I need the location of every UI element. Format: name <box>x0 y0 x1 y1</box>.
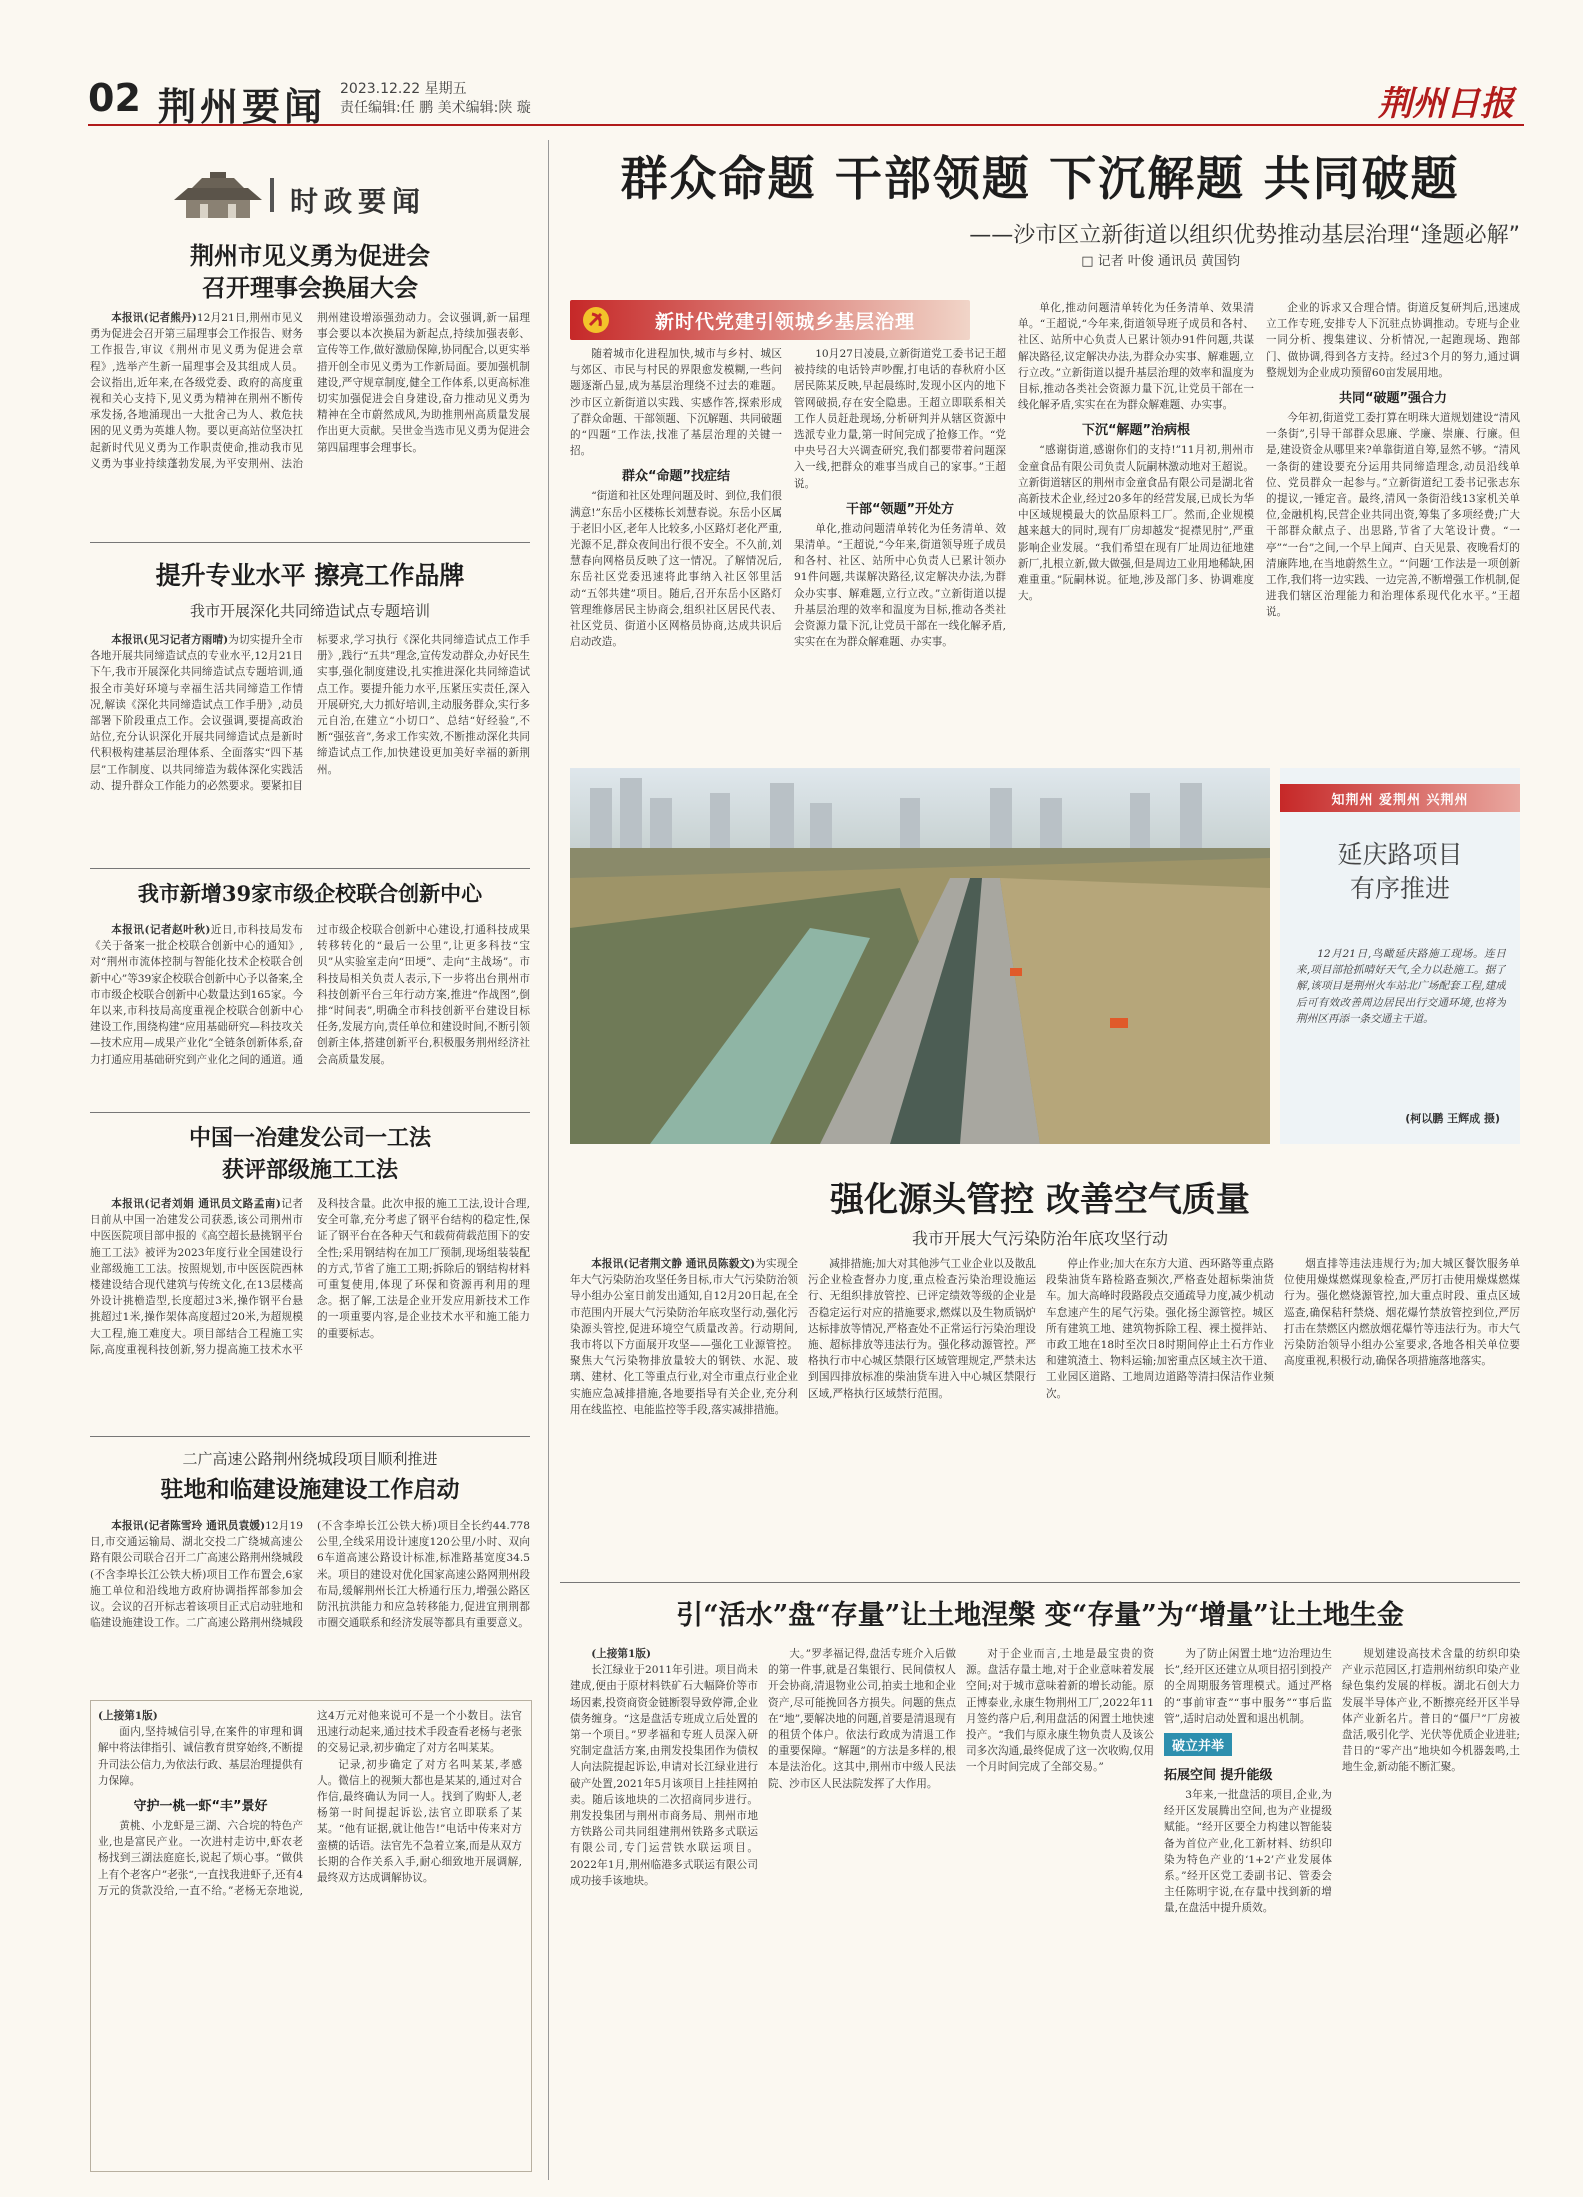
land-col-3 <box>966 1646 1154 2166</box>
photo-credit: (柯以鹏 王辉成 摄) <box>1405 1112 1500 1125</box>
air-col-3 <box>1046 1256 1274 1574</box>
a1-text: 12月21日,荆州市见义勇为促进会召开第三届理事会工作报告、财务工作报告,审议《荆州市见义勇为促进会章程》,选举产生新一届理事会及其组成人员。会议指出,近年来,在各级党委、政府的高度重视和关心支持下,见义勇为精神在荆州不断传承发扬,各地涌现出一大批舍己为人、救危扶困的见义勇为英雄人物。要以更高站位坚决扛起新时代见义勇为工作职责使命,推动我市见义勇为事业持续蓬勃发展,为平安荆州、法治荆州建设增添强劲动力。会议强调,新一届理事会要以本次换届为新起点,持续加强表彰、宣传等工作,做好激励保障,协同配合,以更实举措开创全市见义勇为工作新局面。要加强机制建设,严守规章制度,健全工作体系,以更高标准切实加强促进会自身建设,奋力推动见义勇为精神在全市蔚然成风,为助推荆州高质量发展作出更大贡献。吴世金当选市见义勇为促进会第四届理事会理事长。 <box>90 312 530 470</box>
party-emblem-icon <box>582 306 610 334</box>
a1-title <box>90 240 530 304</box>
air-title: 强化源头管控 改善空气质量 <box>830 1180 1250 1220</box>
aerial-photo-image <box>570 768 1270 1144</box>
a1-title-line1: 荆州市见义勇为促进会 <box>190 241 430 270</box>
a4-lead: 本报讯(记者刘娟 通讯员文路孟南) <box>111 1198 281 1210</box>
land-text-3: 为了防止闲置土地“边治理边生长”,经开区还建立从项目招引到投产的全周期服务管理模式。通过严格的“事前审查”“事中服务”“事后监管”,适时启动处置和退出机制。 <box>1164 1648 1332 1725</box>
lead-text-4b: 单化,推动问题清单转化为任务清单、效果清单。“王超说,“今年来,街道领导班子成员和各村、社区、站所中心负责人已累计领办91件问题,共谋解决路径,议定解决办法,为群众办实事、解难题,立行立改。”立新街道以提升基层治理的效率和温度为目标,推动各类社会资源力量下沉,让党员干部在一线化解矛盾,实实在在为群众解难题、办实事。 <box>1018 302 1254 412</box>
lead-text-6: 企业的诉求又合理合情。街道反复研判后,迅速成立工作专班,安排专人下沉驻点协调推动。专班与企业一同分析、搜集建议、分析情况,一起跑现场、跑部门、做协调,得到各方支持。经过3个月的努力,通过调整规划为企业成功预留60亩发展用地。 <box>1266 302 1520 379</box>
continued-subhead: 守护一桃一虾“丰”景好 <box>133 1799 268 1815</box>
lead-title: 群众命题 干部领题 下沉解题 共同破题 <box>620 152 1460 207</box>
land-box-kicker: 破立并举 <box>1164 1733 1232 1756</box>
photo-kicker <box>1280 784 1520 812</box>
a2-lead: 本报讯(见习记者方雨晴) <box>111 634 229 646</box>
air-text-2: 减排措施;加大对其他涉气工业企业以及散乱污企业检查督办力度,重点检查污染治理设施运行、无组织排放管控、已评定绩效等级的企业是否稳定运行对应的措施要求,燃煤以及生物质锅炉达标排放等情况,严格查处不正常运行污染治理设施、超标排放等违法行为。强化移动源管控。严格执行市中心城区禁限行区域管理规定,严禁未达到国四排放标准的柴油货车进入中心城区禁限行区域,严格执行区域禁行范围。 <box>808 1258 1036 1400</box>
continued-lead: (上接第1版) <box>98 1710 158 1722</box>
a2-title: 提升专业水平 擦亮工作品牌 <box>155 561 465 590</box>
air-text-3: 停止作业;加大在东方大道、西环路等重点路段柴油货车路检路查频次,严格查处超标柴油货车。加大高峰时段路段点交通疏导力度,减少机动车怠速产生的尾气污染。强化扬尘源管控。城区所有建筑工地、建筑物拆除工程、裸土搅拌站、市政工地在18时至次日8时期间停止土石方作业和建筑渣土、物料运输;加密重点区域主次干道、工业园区道路、工地周边道路等清扫保洁作业频次。 <box>1046 1258 1274 1400</box>
lead-subhead-4: 共同“破题”强合力 <box>1338 391 1448 407</box>
lead-col-2 <box>794 346 1006 746</box>
divider <box>90 1112 530 1113</box>
photo-title <box>1300 838 1500 906</box>
page-number: 02 <box>88 76 141 120</box>
section-title: 荆州要闻 <box>158 85 327 129</box>
lead-col-1 <box>570 346 782 746</box>
a5-kicker: 二广高速公路荆州绕城段项目顺利推进 <box>182 1450 438 1468</box>
a2-subtitle: 我市开展深化共同缔造试点专题培训 <box>189 602 430 620</box>
column-divider <box>548 140 549 2180</box>
newspaper-logo: 荆州日报 <box>1378 84 1514 124</box>
editors-line: 责任编辑:任 鹏 美术编辑:陕 璇 <box>340 100 531 116</box>
photo-caption-text: 12月21日,鸟瞰延庆路施工现场。连日来,项目部抢抓晴好天气,全力以赴施工。据了解,该项目是荆州火车站北广场配套工程,建成后可有效改善周边居民出行交通环境,也将为荆州区再添一条交通主干道。 <box>1296 948 1506 1025</box>
lead-banner <box>570 300 970 340</box>
column-banner <box>150 170 465 222</box>
land-col-1 <box>570 1646 758 2166</box>
photo-title-line1: 延庆路项目 <box>1337 840 1463 869</box>
land-title: 引“活水”盘“存量”让土地涅槃 变“存量”为“增量”让土地生金 <box>676 1600 1404 1631</box>
a3-text: 近日,市科技局发布《关于备案一批企校联合创新中心的通知》,对“荆州市流体控制与智能化技术企校联合创新中心”等39家企校联合创新中心予以备案,全市市级企校联合创新中心数量达到165家。今年以来,市科技局高度重视企校联合创新中心建设工作,围绕构建“应用基础研究—科技攻关—技术应用—成果产业化”全链条创新体系,奋力打通应用基础研究到产业化之间的通道。通过市级企校联合创新中心建设,打通科技成果转移转化的“最后一公里”,让更多科技“宝贝”从实验室走向“田埂”、走向“主战场”。市科技局相关负责人表示,下一步将出台荆州市科技创新平台三年行动方案,推进“作战图”,倒排“时间表”,明确全市科技创新平台建设目标任务,发展方向,责任单位和建设时间,不断引领创新主体,搭建创新平台,积极服务荆州经济社会高质量发展。 <box>90 924 530 1066</box>
air-subtitle: 我市开展大气污染防治年底攻坚行动 <box>911 1229 1168 1248</box>
pagoda-icon <box>156 170 276 220</box>
divider <box>90 868 530 869</box>
lead-subhead-2: 干部“领题”开处方 <box>845 501 955 517</box>
aerial-photo <box>570 768 1270 1144</box>
a5-text: 12月19日,市交通运输局、湖北交投二广绕城高速公路有限公司联合召开二广高速公路荆州绕城段(不含李埠长江公铁大桥)项目工作布置会,6家施工单位和沿线地方政府协调指挥部参加会议。会议的召开标志着该项目正式启动驻地和临建设施建设工作。二广高速公路荆州绕城段(不含李埠长江公铁大桥)项目全长约44.778公里,全线采用设计速度120公里/小时、双向6车道高速公路设计标准,标准路基宽度34.5米。项目的建设对优化国家高速公路网荆州段布局,缓解荆州长江大桥通行压力,增强公路区防汛抗洪能力和应急转移能力,促进宜荆荆都市圈交通联系和经济发展等都具有重要意义。 <box>90 1520 530 1630</box>
page-meta <box>340 80 531 118</box>
lead-text-4: 单化,推动问题清单转化为任务清单、效果清单。“王超说,“今年来,街道领导班子成员和各村、社区、站所中心负责人已累计领办91件问题,共谋解决路径,议定解决办法,为群众办实事、解难题,立行立改。”立新街道以提升基层治理的效率和温度为目标,推动各类社会资源力量下沉,让党员干部在一线化解矛盾,实实在在为群众解难题、办实事。 <box>794 522 1006 649</box>
lead-text-3: 10月27日凌晨,立新街道党工委书记王超被持续的电话铃声吵醒,打电话的春秋府小区居民陈某反映,早起晨练时,发现小区内的地下管网破损,存在安全隐患。王超立即联系相关工作人员赶赴现场,分析研判并从辖区资源中选派专业力量,第一时间完成了抢修工作。“党中央号召大兴调查研究,我们都要带着问题深入一线,把群众的难事当成自己的家事。”王超说。 <box>794 348 1006 490</box>
lead-text-5: “感谢街道,感谢你们的支持!”11月初,荆州市金童食品有限公司负责人阮嗣林激动地对王超说。立新街道辖区的荆州市金童食品有限公司是湖北省高新技术企业,经过20多年的经营发展,已成长为华中区域规模最大的饮品原料工厂。然而,企业规模越来越大的同时,现有厂房却越发“捉襟见肘”,严重影响企业发展。“我们希望在现有厂址周边征地建新厂,扎根立新,做大做强,但是周边工业用地稀缺,困难重重。”阮嗣林说。征地,涉及部门多、协调难度大。 <box>1018 444 1254 603</box>
a1-body <box>90 310 530 532</box>
a4-title <box>90 1122 530 1186</box>
photo-title-line2: 有序推进 <box>1349 874 1450 903</box>
a5-body <box>90 1518 530 1688</box>
land-text-9: 对于企业而言,土地是最宝贵的资源。盘活存量土地,对于企业意味着发展空间;对于城市意味着新的增长动能。原正博泰业,永康生物荆州工厂,2022年11月签约落户后,利用盘活的闲置土地快速投产。“我们与原永康生物负责人及该公司多次沟通,最终促成了这一次收购,仅用一个月时间完成了全部交易。” <box>966 1648 1154 1774</box>
a1-lead: 本报讯(记者熊丹) <box>111 312 197 324</box>
air-col-4 <box>1284 1256 1520 1574</box>
air-col-2 <box>808 1256 1036 1574</box>
air-text-1: 为实现全年大气污染防治攻坚任务目标,市大气污染防治领导小组办公室日前发出通知,自12月20日起,在全市范围内开展大气污染防治年底攻坚行动,强化污染源头管控,促进环境空气质量改善。行动期间,我市将以下方面展开攻坚——强化工业源管控。聚焦大气污染物排放量较大的钢铁、水泥、玻璃、建材、化工等重点行业,对全市重点行业企业实施应急减排措施,各地要指导有关企业,充分利用在线监控、电能监控等手段,落实减排措施。 <box>570 1258 798 1416</box>
land-box-title: 拓展空间 提升能级 <box>1164 1768 1273 1784</box>
land-col-2 <box>768 1646 956 2166</box>
a4-body <box>90 1196 530 1428</box>
page-header <box>88 74 1524 129</box>
a2-body <box>90 632 530 860</box>
land-lead: (上接第1版) <box>591 1648 651 1660</box>
land-text-1: 长江绿业于2011年引进。项目尚未建成,便由于原材料铁矿石大幅降价等市场因素,投资商资金链断裂导致停滞,企业债务缠身。“这是盘活专班成立后处置的第一个项目。”罗孝福和专班人员深入研究制定盘活方案,由荆发投集团作为债权人向法院提起诉讼,申请对长江绿业进行破产处置,2021年5月该项目上挂挂网拍卖。随后该地块的二次招商同步进行。荆发投集团与荆州市商务局、荆州市地方铁路公司共同组建荆州铁路多式联运有限公司,专门运营铁水联运项目。2022年1月,荆州临港多式联运有限公司成功接手该地块。 <box>570 1664 758 1887</box>
land-col-4 <box>1164 1646 1332 2166</box>
lead-col-4 <box>1266 300 1520 746</box>
a3-body <box>90 922 530 1102</box>
divider <box>90 542 530 543</box>
land-col-5 <box>1342 1646 1520 2166</box>
land-text-2: 大。”罗孝福记得,盘活专班介入后做的第一件事,就是召集银行、民间债权人开会协商,清退物业公司,拍卖土地和企业资产,尽可能挽回各方损失。问题的焦点在“地”,要解决地的问题,首要是清退现有的租赁个体户。依法行政成为清退工作的重要保障。“解题”的方法是多样的,根本是法治化。这其中,荆州市中级人民法院、沙市区人民法院发挥了大作用。 <box>768 1648 956 1790</box>
land-text-4: 3年来,一批盘活的项目,企业,为经开区发展腾出空间,也为产业提级赋能。“经开区要全力构建以智能装备为首位产业,化工新材料、纺织印染为特色产业的‘1+2’产业发展体系。”经开区党工委副书记、管委会主任陈明宇说,在存量中找到新的增量,在盘活中提升质效。 <box>1164 1789 1332 1915</box>
continued-text-1: 面内,坚持城信引导,在案件的审理和调解中将法律指引、诚信教育贯穿始终,不断提升司法公信力,为依法行政、基层治理提供有力保障。 <box>98 1726 303 1787</box>
divider <box>90 1436 530 1437</box>
a3-title: 我市新增39家市级企校联合创新中心 <box>137 881 483 906</box>
lead-text-7: 今年初,街道党工委打算在明珠大道规划建设“清风一条街”,引导干部群众思廉、学廉、崇廉、行廉。但是,建设资金从哪里来?单靠街道自筹,显然不够。“清风一条街的建设要充分运用共同缔造理念,动员沿线单位、党员群众一起参与。”立新街道纪工委书记张志东的提议,一锤定音。最终,清风一条街沿线13家机关单位,金融机构,民营企业共同出资,筹集了多项经费;广大干部群众献点子、出思路,节省了大笔设计费。“一亭”“一台”之间,一个早上闻声、白天见景、夜晚看灯的清廉阵地,在当地蔚然生立。“‘问题’工作法是一项创新工作,我们将一边实践、一边完善,不断增强工作机制,促进我们辖区治理能力和治理体系现代化水平。”王超说。 <box>1266 412 1520 619</box>
a4-title-line1: 中国一冶建发公司一工法 <box>188 1125 431 1151</box>
a5-title: 驻地和临建设施建设工作启动 <box>160 1476 460 1503</box>
air-col-1 <box>570 1256 798 1574</box>
photo-caption <box>1296 946 1506 1096</box>
lead-subtitle: ——沙市区立新街道以组织优势推动基层治理“逢题必解” <box>969 223 1520 248</box>
lead-banner-text: 新时代党建引领城乡基层治理 <box>654 310 915 333</box>
lead-byline: □ 记者 叶俊 通讯员 黄国钧 <box>1081 254 1240 269</box>
lead-text-1: 随着城市化进程加快,城市与乡村、城区与郊区、市民与村民的界限愈发模糊,一些问题逐渐凸显,成为基层治理绕不过去的难题。沙市区立新街道以实践、实感作答,探索形成了群众命题、干部领题、下沉解题、共同破题的“四题”工作法,找准了基层治理的关键一招。 <box>570 348 782 458</box>
column-banner-text: 时政要闻 <box>290 185 427 218</box>
land-text-5: 规划建设高技术含量的纺织印染产业示范园区,打造荆州纺织印染产业绿色集约发展的样板。湖北石创大力发展半导体产业,不断擦亮经开区半导体产业新名片。普日的“僵尸”厂房被盘活,吸引化学、光伏等优质企业进驻;昔日的“零产出”地块如今机器轰鸣,土地生金,新动能不断汇聚。 <box>1342 1648 1520 1774</box>
issue-date: 2023.12.22 星期五 <box>340 81 467 97</box>
lead-subhead-3: 下沉“解题”治病根 <box>1081 423 1191 439</box>
a4-title-line2: 获评部级施工工法 <box>221 1157 398 1183</box>
photo-kicker-text: 知荆州 爱荆州 兴荆州 <box>1331 792 1469 808</box>
lead-col-3 <box>1018 300 1254 746</box>
air-lead: 本报讯(记者荆文静 通讯员陈毅文) <box>591 1258 756 1270</box>
a4-text: 记者日前从中国一冶建发公司获悉,该公司荆州市中医医院项目部申报的《高空超长悬挑钢平台施工工法》被评为2023年度行业全国建设行业部级施工工法。按照规划,市中医医院西林楼建设结合现代建筑与传统文化,在13层楼高外设计挑檐造型,长度超过3米,操作钢平台悬挑超过1米,操作架体高度超过20米,为超规模大工程,施工难度大。项目部结合工程施工实际,高度重视科技创新,努力提高施工技术水平及科技含量。此次申报的施工工法,设计合理,安全可靠,充分考虑了钢平台结构的稳定性,保证了钢平台在各种天气和载荷荷载范围下的安全性;采用钢结构在加工厂预制,现场组装装配的方式,节省了施工工期;拆除后的钢结构材料可重复使用,体现了环保和资源再利用的理念。据了解,工法是企业开发应用新技术工作的一项重要内容,是企业技术水平和施工能力的重要标志。 <box>90 1198 530 1356</box>
a2-text: 为切实提升全市各地开展共同缔造试点的专业水平,12月21日下午,我市开展深化共同缔造试点专题培训,通报全市美好环境与幸福生活共同缔造工作情况,解读《深化共同缔造试点工作手册》,动员部署下阶段重点工作。会议强调,要提高政治站位,充分认识深化开展共同缔造试点是新时代积极构建基层治理体系、全面落实“四下基层”工作制度、以共同缔造为载体深化实践活动、提升群众工作能力的必然要求。要紧扣目标要求,学习执行《深化共同缔造试点工作手册》,践行“五共”理念,宣传发动群众,办好民生实事,强化制度建设,扎实推进深化共同缔造试点工作。要提升能力水平,压紧压实责任,深入开展研究,大力抓好培训,主动服务群众,实行多元自治,在建立“小切口”、总结“好经验”,不断“强弦音”,务求工作实效,不断推动深化共同缔造试点工作,加快建设更加美好幸福的新荆州。 <box>90 634 530 792</box>
continued-body <box>98 1708 522 2164</box>
lead-subhead-1: 群众“命题”找症结 <box>621 469 731 485</box>
continued-text-3: 记录,初步确定了对方名叫某某,孝感人。微信上的视频大都也是某某的,通过对合作信,最终确认为同一人。找到了购虾人,老杨第一时间提起诉讼,法官立即联系了某某。“他有证据,就让他告!”电话中传来对方蛮横的话语。法官先不急着立案,而是从双方长期的合作关系入手,耐心细致地开展调解,最终双方达成调解协议。 <box>317 1758 522 1885</box>
air-text-4: 烟直排等违法违规行为;加大城区餐饮服务单位使用燥煤燃煤现象检查,严厉打击使用燥煤燃煤行为。强化燃烧源管控,加大重点时段、重点区域巡查,确保秸秆禁烧、烟花爆竹禁放管控到位,严厉打击在禁燃区内燃放烟花爆竹等违法行为。市大气污染防治领导小组办公室要求,各地各相关单位要高度重视,积极行动,确保各项措施落地落实。 <box>1284 1258 1520 1368</box>
a5-lead: 本报讯(记者陈雪玲 通讯员袁媛) <box>111 1520 266 1532</box>
lead-text-2: “街道和社区处理问题及时、到位,我们很满意!”东岳小区楼栋长刘慧春说。东岳小区属于老旧小区,老年人比较多,小区路灯老化严重,光源不足,群众夜间出行很不安全。不久前,刘慧春向网格员反映了这一情况。了解情况后,东岳社区党委迅速将此事纳入社区邻里活动“五邻共建”项目。随后,召开东岳小区路灯管理维修居民主协商会,组织社区居民代表、社区党员、街道小区网格员协商,达成共识后启动改造。 <box>570 490 782 649</box>
a3-lead: 本报讯(记者赵叶秋) <box>111 924 211 936</box>
continued-text-2: 黄桃、小龙虾是三湖、六合垸的特色产业,也是富民产业。一次进村走访中,虾农老杨找到三湖法庭庭长,说起了烦心事。“做供上有个老客户”老张“,一直找我进虾子,还有4万元的货款没给,一直不给。”老杨无奈地说,这4万元对他来说可不是一个小数目。法官迅速行动起来,通过技术手段查看老杨与老张的交易记录,初步确定了对方名叫某某。 <box>98 1710 522 1897</box>
a1-title-line2: 召开理事会换届大会 <box>202 273 418 302</box>
divider <box>560 1582 1520 1583</box>
